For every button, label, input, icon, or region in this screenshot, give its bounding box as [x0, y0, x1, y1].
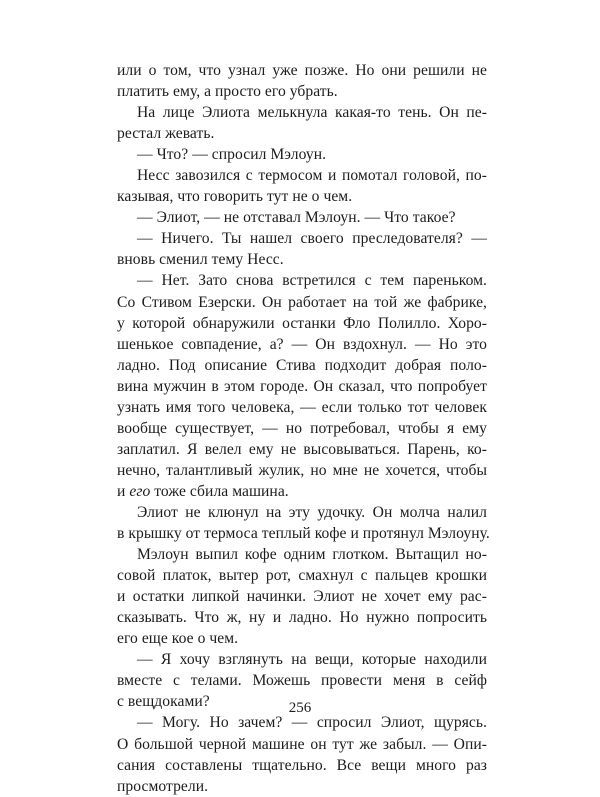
text-line: вновь сменил тему Несс. — [117, 251, 284, 269]
text-line: нечно, талантливый жулик, но мне не хочется, чтобы — [117, 461, 487, 479]
text-line: — Ничего. Ты нашел своего преследователя? — — [137, 230, 487, 248]
text-line: Несс завозился с термосом и помотал головой, по- — [137, 167, 487, 185]
text-line: его еще кое о чем. — [117, 630, 239, 648]
text-line: платить ему, а просто его убрать. — [117, 83, 338, 101]
text-line: сания составлены тщательно. Все вещи много раз — [117, 756, 487, 774]
text-line: просмотрели. — [117, 777, 209, 795]
text-line: рестал жевать. — [117, 125, 215, 143]
text-line: вина мужчин в этом городе. Он сказал, что попробует — [117, 377, 487, 395]
text-line: и его тоже сбила машина. — [117, 482, 289, 500]
text-line: Со Стивом Езерски. Он работает на той же фабрике, — [117, 293, 487, 311]
text-line: — Я хочу взглянуть на вещи, которые находили — [137, 651, 487, 669]
text-line: казывая, что говорить тут не о чем. — [117, 188, 353, 206]
text-line: — Могу. Но зачем? — спросил Элиот, щурясь. — [137, 714, 487, 732]
text-line: в крышку от термоса теплый кофе и протянул Мэлоуну. — [117, 525, 490, 543]
text-line: — Что? — спросил Мэлоун. — [137, 146, 327, 164]
text-line: ладно. Под описание Стива подходит добрая поло- — [117, 356, 487, 374]
text-line: совой платок, вытер рот, смахнул с пальцев крошки — [117, 567, 487, 585]
text-line: Мэлоун выпил кофе одним глотком. Вытащил но- — [137, 546, 487, 564]
text-line: и остатки липкой начинки. Элиот не хочет ему рас- — [117, 588, 487, 606]
text-line: — Элиот, — не отставал Мэлоун. — Что такое? — [137, 209, 456, 227]
text-line: с вещдоками? — [117, 693, 210, 711]
text-line: вместе с телами. Можешь провести меня в сейф — [117, 672, 487, 690]
text-line: На лице Элиота мелькнула какая-то тень. Он пе- — [137, 104, 487, 122]
text-line: заплатил. Я велел ему не высовываться. Парень, ко- — [117, 440, 487, 458]
text-line: сказывать. Что ж, ну и ладно. Но нужно попросить — [117, 609, 487, 627]
page-number: 256 — [288, 700, 312, 716]
text-line: у которой обнаружили останки Фло Полилло. Хоро- — [117, 314, 487, 332]
text-line: Элиот не клюнул на эту удочку. Он молча налил — [137, 503, 487, 521]
text-line: — Нет. Зато снова встретился с тем пареньком. — [137, 272, 487, 290]
text-line: вообще существует, — но потребовал, чтобы я ему — [117, 419, 487, 437]
text-line: шенькое совпадение, а? — Он вздохнул. — Но это — [117, 335, 487, 353]
text-line: О большой черной машине он тут же забыл. — Опи- — [117, 735, 487, 753]
text-line: узнать имя того человека, — если только тот человек — [117, 398, 487, 416]
emphasis: его — [129, 482, 151, 500]
body-text — [117, 60, 490, 797]
text-line: или о том, что узнал уже позже. Но они решили не — [117, 62, 487, 79]
